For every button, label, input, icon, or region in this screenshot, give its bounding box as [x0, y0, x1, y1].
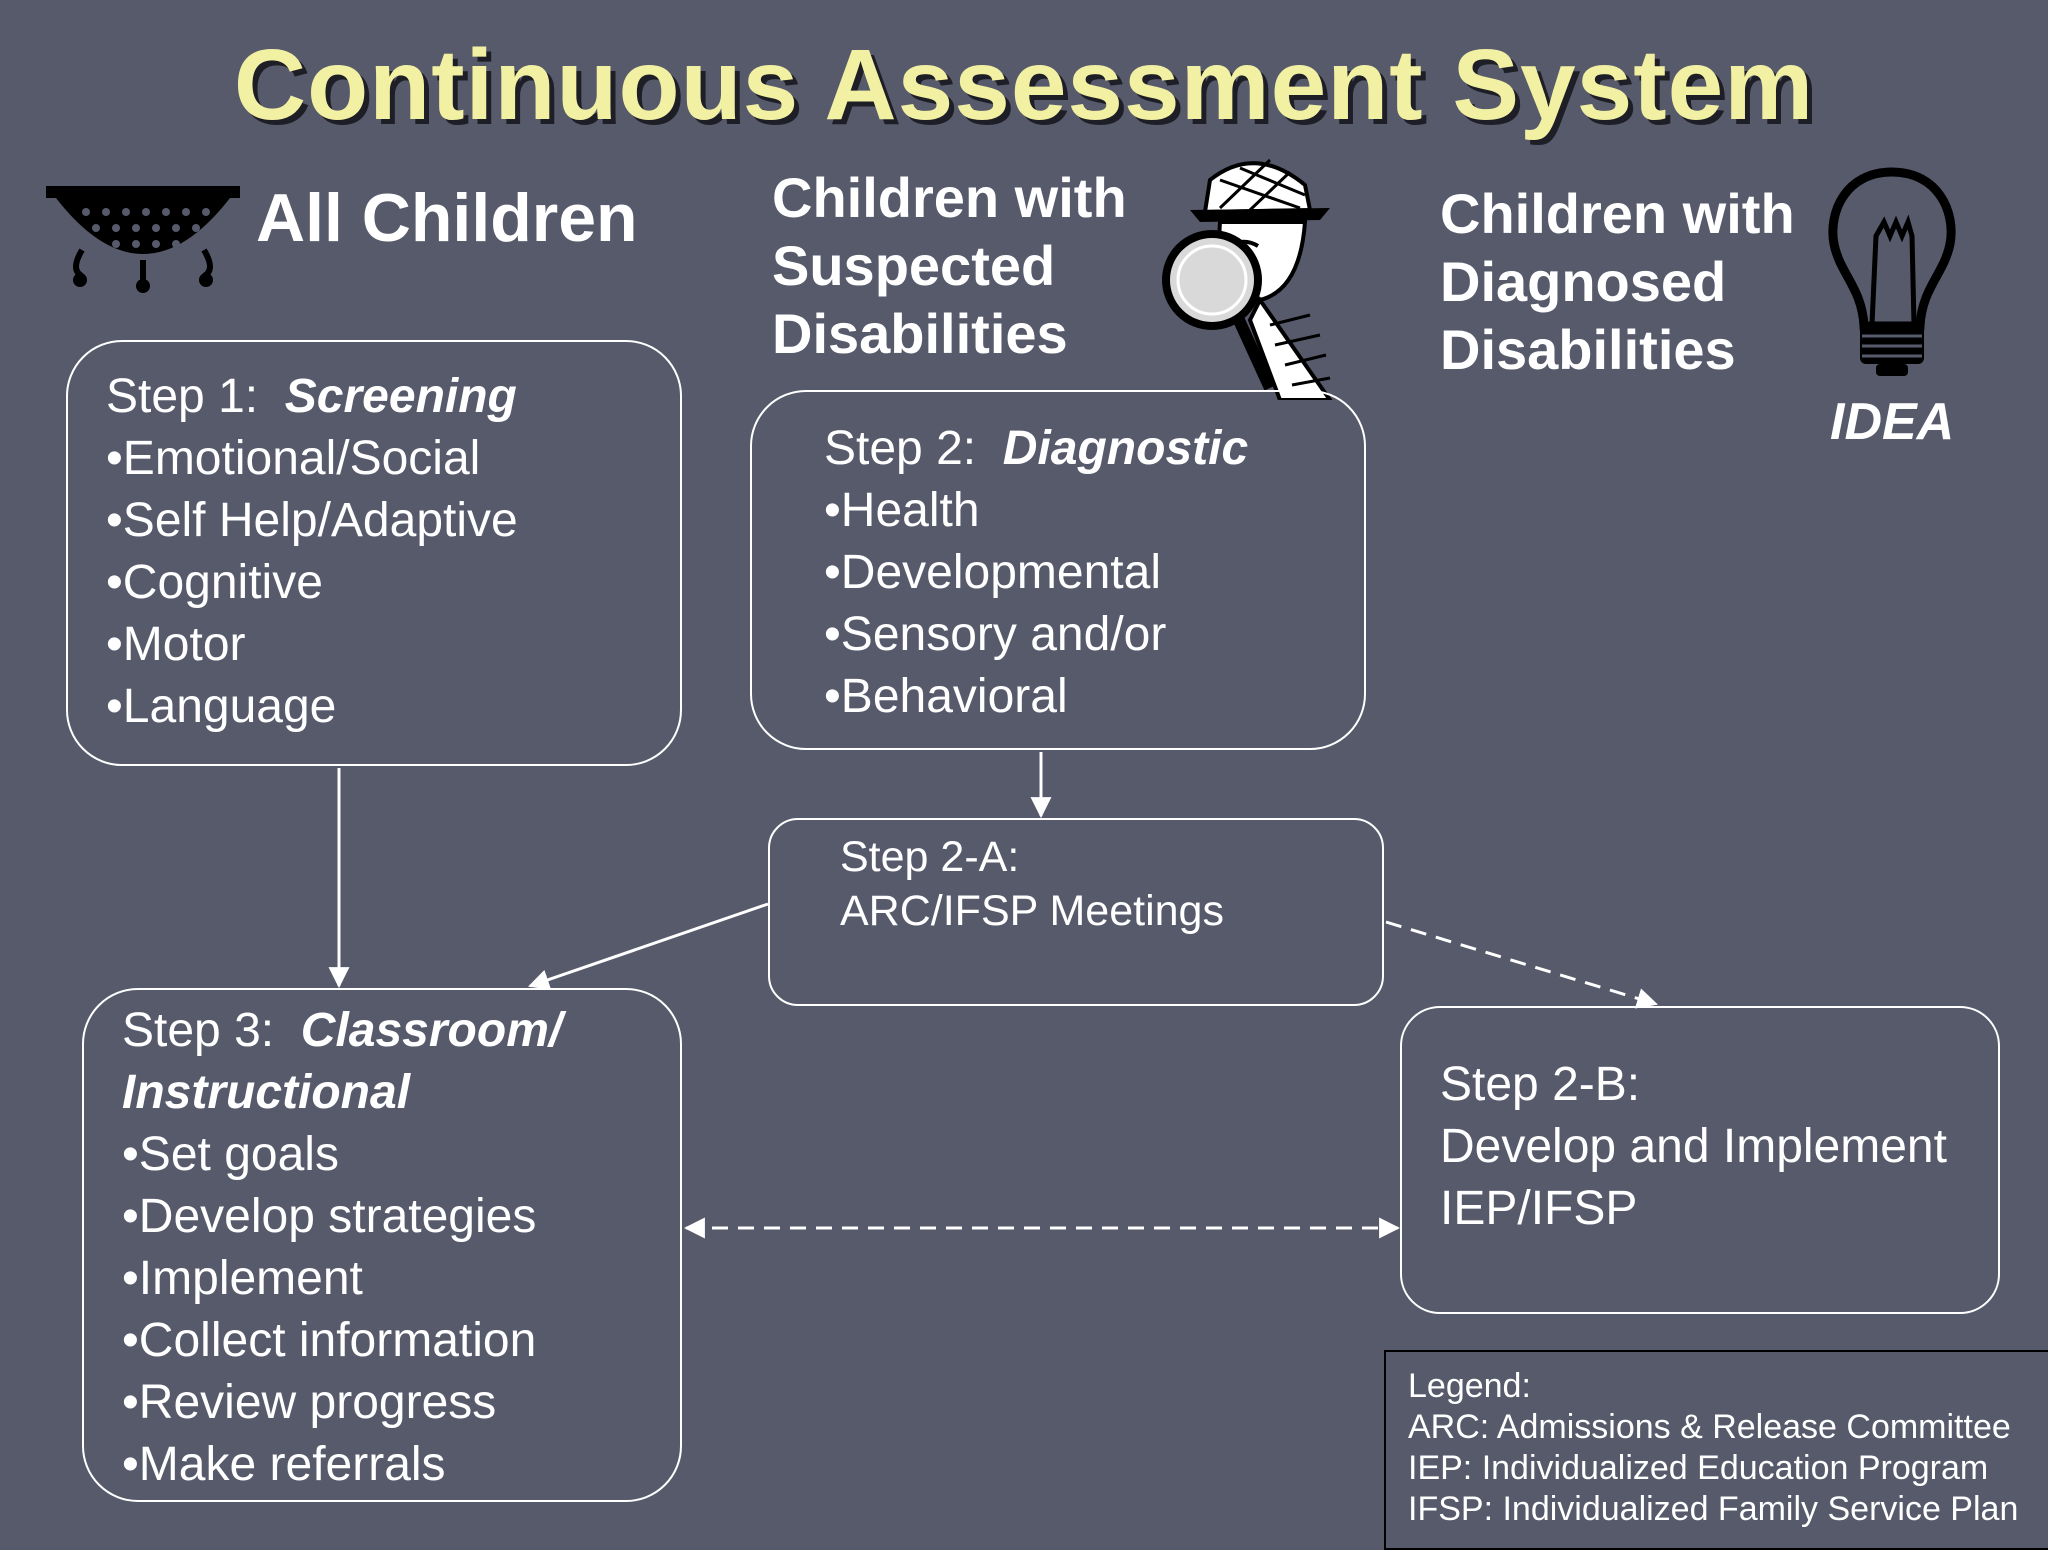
step2b-line: Step 2-B: [1440, 1058, 1641, 1111]
legend-line: ARC: Admissions & Release Committee [1408, 1408, 2011, 1446]
step2b-line: Develop and Implement [1440, 1120, 1947, 1173]
step1-label: Screening [284, 370, 517, 423]
heading-suspected-line: Suspected [772, 234, 1056, 297]
step2-item: •Developmental [824, 546, 1161, 599]
heading-all-children: All Children [256, 180, 638, 256]
step2a-line: ARC/IFSP Meetings [840, 887, 1224, 935]
legend-line: IFSP: Individualized Family Service Plan [1408, 1490, 2019, 1528]
legend-line: IEP: Individualized Education Program [1408, 1449, 1989, 1487]
step3-item: •Implement [122, 1252, 363, 1305]
step1-item: •Language [106, 680, 337, 733]
step2-item: •Behavioral [824, 670, 1068, 723]
step2-label: Diagnostic [1002, 422, 1249, 475]
heading-diagnosed-line: Disabilities [1440, 318, 1736, 381]
heading-diagnosed-line: Children with [1440, 182, 1795, 245]
step2a-line: Step 2-A: [840, 833, 1020, 881]
step2-prefix: Step 2: [824, 422, 1003, 475]
step3-prefix: Step 3: [122, 1004, 301, 1057]
step3-item: •Review progress [122, 1376, 497, 1429]
arrow-step2a-to-step2b [1386, 922, 1656, 1004]
step3-label: Classroom/ [300, 1004, 563, 1057]
step1-item: •Emotional/Social [106, 432, 481, 485]
idea-label: IDEA [1830, 393, 1955, 451]
step1-item: •Motor [106, 618, 246, 671]
step3-label-cont: Instructional [122, 1066, 411, 1119]
step3-item: •Set goals [122, 1128, 339, 1181]
step1-item: •Self Help/Adaptive [106, 494, 518, 547]
heading-suspected-line: Children with [772, 166, 1127, 229]
step2b-line: IEP/IFSP [1440, 1182, 1638, 1235]
legend [1384, 1350, 2048, 1550]
step2-item: •Health [824, 484, 980, 537]
arrow-step2a-to-step3 [530, 904, 768, 986]
step3-item: •Make referrals [122, 1438, 446, 1491]
page-title: Continuous Assessment System [233, 29, 1815, 141]
heading-diagnosed-line: Diagnosed [1440, 250, 1727, 313]
step1-prefix: Step 1: [106, 370, 285, 423]
heading-suspected-line: Disabilities [772, 302, 1068, 365]
step2-item: •Sensory and/or [824, 608, 1167, 661]
step3-item: •Develop strategies [122, 1190, 537, 1243]
step3-item: •Collect information [122, 1314, 537, 1367]
step1-item: •Cognitive [106, 556, 323, 609]
legend-line: Legend: [1408, 1367, 1531, 1405]
